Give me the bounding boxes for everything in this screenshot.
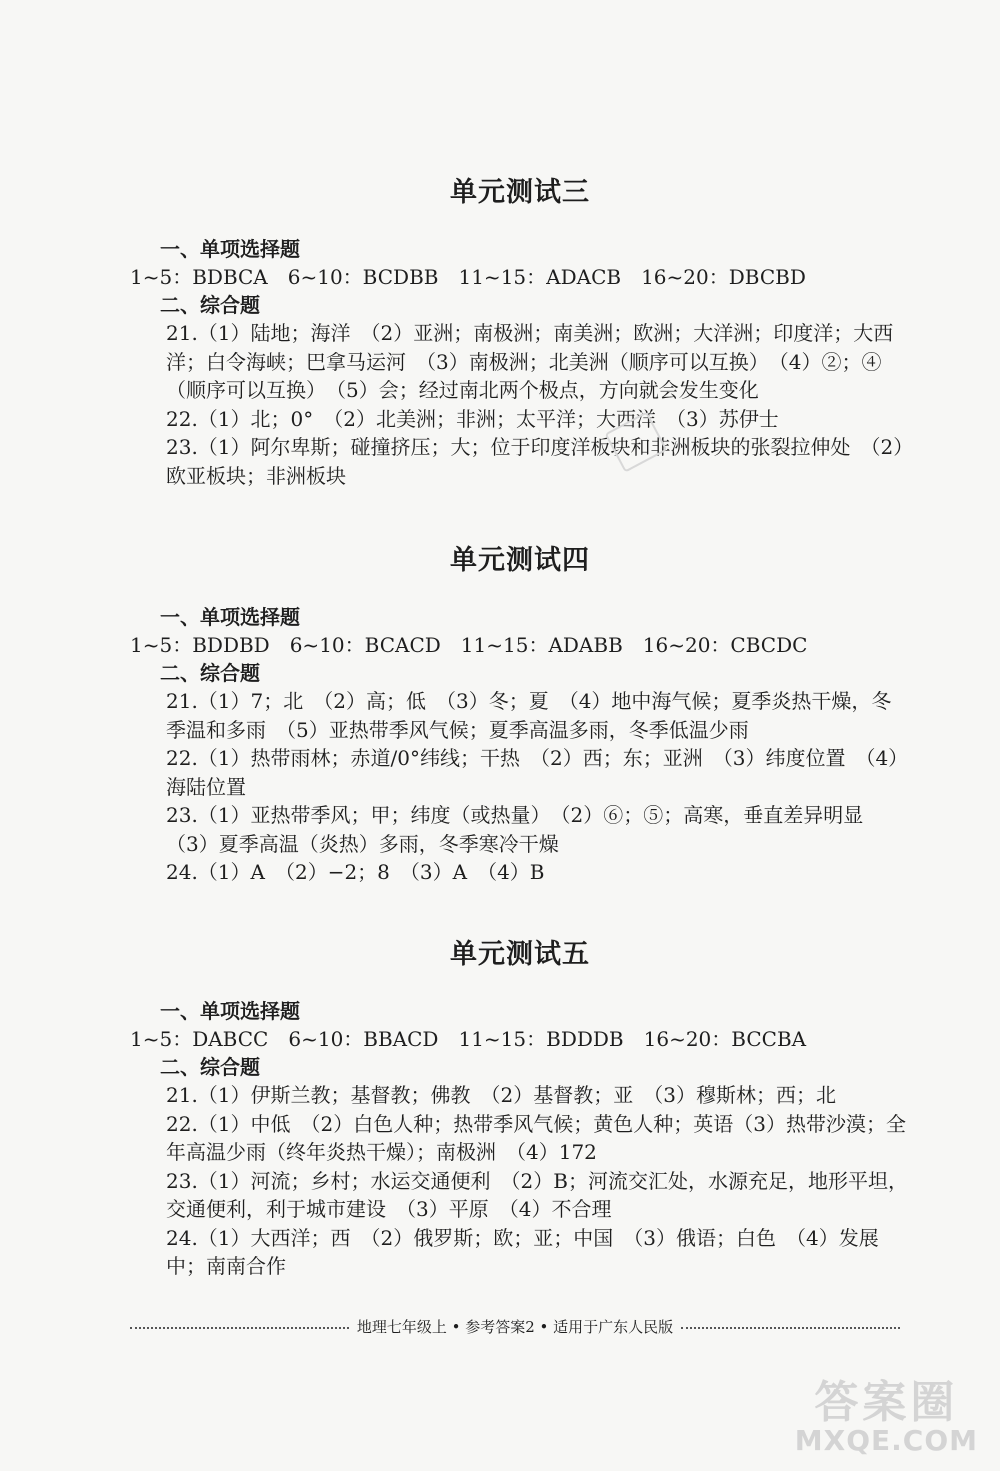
page-footer — [130, 1316, 900, 1337]
section-title: 单元测试三 — [450, 177, 590, 208]
section-unit-test-4 — [130, 538, 910, 887]
choice-answers: 1~5：BDDBD 6~10：BCACD 11~15：ADABB 16~20：CBCDC — [130, 633, 808, 657]
answer-text: 24.（1）A （2）−2；8 （3）A （4）B — [166, 860, 545, 884]
answer-item — [130, 433, 910, 490]
watermark-main: 答案圈 — [814, 1377, 959, 1428]
answer-text: 23.（1）亚热带季风；甲；纬度（或热量） （2）⑥；⑤；高寒，垂直差异明显 （3）夏季高温（炎热）多雨，冬季寒冷干燥 — [166, 803, 884, 856]
section-title: 单元测试四 — [450, 545, 590, 576]
footer-dotted-rule-left — [130, 1327, 349, 1329]
choice-heading: 一、单项选择题 — [160, 605, 300, 629]
answer-item — [130, 687, 910, 744]
watermark-logo — [795, 1366, 978, 1457]
answer-item — [130, 858, 910, 887]
choice-heading: 一、单项选择题 — [160, 999, 300, 1023]
answer-text: 22.（1）北；0° （2）北美洲；非洲；太平洋；大西洋 （3）苏伊士 — [166, 406, 779, 431]
comprehensive-heading: 二、综合题 — [160, 293, 260, 317]
answer-item — [130, 1224, 910, 1281]
comprehensive-heading: 二、综合题 — [160, 1055, 260, 1079]
answer-text: 24.（1）大西洋；西 （2）俄罗斯；欧；亚；中国 （3）俄语；白色 （4）发展中；南南合作 — [166, 1225, 879, 1278]
answer-text: 23.（1）阿尔卑斯；碰撞挤压；大；位于印度洋板块和非洲板块的张裂拉伸处 （2）欧亚板块；非洲板块 — [166, 435, 904, 488]
comprehensive-heading: 二、综合题 — [160, 661, 260, 685]
section-unit-test-5 — [130, 932, 910, 1281]
watermark-url: MXQE.COM — [794, 1424, 978, 1457]
answer-text: 21.（1）伊斯兰教；基督教；佛教 （2）基督教；亚 （3）穆斯林；西；北 — [166, 1083, 836, 1107]
answer-item — [130, 801, 910, 858]
answer-text: 21.（1）陆地；海洋 （2）亚洲；南极洲；南美洲；欧洲；大洋洲；印度洋；大西洋；白令海峡；巴拿马运河 （3）南极洲；北美洲（顺序可以互换） （4）②；④（顺序可以互换） （5）会；经过南北两个极点，方向就会发生变化 — [166, 321, 894, 402]
answer-item — [130, 1167, 910, 1224]
choice-answers: 1~5：BDBCA 6~10：BCDBB 11~15：ADACB 16~20：DBCBD — [130, 265, 806, 289]
choice-answers: 1~5：DABCC 6~10：BBACD 11~15：BDDDB 16~20：BCCBA — [130, 1027, 807, 1051]
section-title: 单元测试五 — [450, 939, 590, 970]
answer-item — [130, 405, 910, 434]
footer-dotted-rule-right — [681, 1327, 900, 1329]
answer-text: 22.（1）中低 （2）白色人种；热带季风气候；黄色人种；英语（3）热带沙漠；全年高温少雨（终年炎热干燥）；南极洲 （4）172 — [166, 1111, 906, 1164]
choice-heading: 一、单项选择题 — [160, 237, 300, 261]
answer-text: 23.（1）河流；乡村；水运交通便利 （2）B；河流交汇处，水源充足，地形平坦，交通便利，利于城市建设 （3）平原 （4）不合理 — [166, 1168, 908, 1221]
answer-item — [130, 744, 910, 801]
answer-item — [130, 319, 910, 405]
answer-text: 21.（1）7；北 （2）高；低 （3）冬；夏 （4）地中海气候；夏季炎热干燥，冬季温和多雨 （5）亚热带季风气候；夏季高温多雨，冬季低温少雨 — [166, 689, 892, 742]
answer-text: 22.（1）热带雨林；赤道/0°纬线；干热 （2）西；东；亚洲 （3）纬度位置 （4）海陆位置 — [166, 746, 909, 799]
footer-text: 地理七年级上 • 参考答案2 • 适用于广东人民版 — [356, 1318, 674, 1336]
answer-item — [130, 1110, 910, 1167]
answer-item — [130, 1081, 910, 1110]
section-unit-test-3 — [130, 170, 910, 490]
